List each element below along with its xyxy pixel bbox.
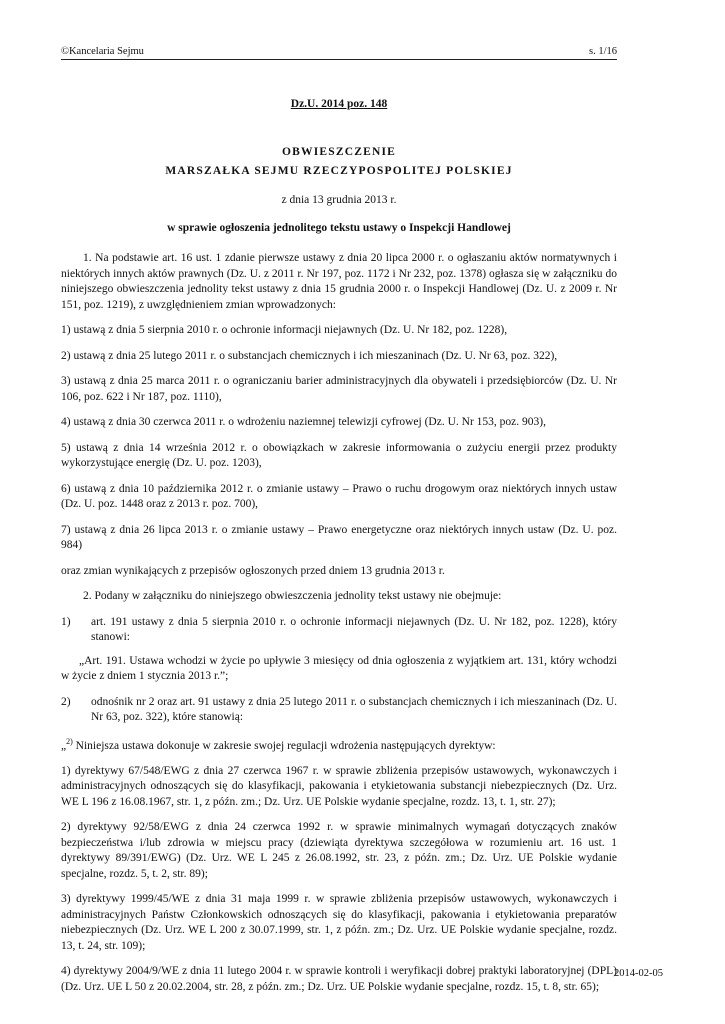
document-subject: w sprawie ogłoszenia jednolitego tekstu ustawy o Inspekcji Handlowej (167, 222, 511, 234)
document-date: z dnia 13 grudnia 2013 r. (281, 194, 397, 206)
amendment-item: 6) ustawą z dnia 10 października 2012 r. o zmianie ustawy – Prawo o ruchu drogowym oraz niektórych innych ustaw (Dz. U. poz. 1448 oraz z 2013 r. poz. 700), (61, 482, 617, 510)
footnote-marker: 2) (66, 736, 73, 746)
header-publisher: ©Kancelaria Sejmu (61, 46, 144, 57)
amendment-item: 2) ustawą z dnia 25 lutego 2011 r. o substancjach chemicznych i ich mieszaninach (Dz. U. Nr 63, poz. 322), (61, 349, 558, 362)
item-number: 2) (61, 695, 71, 708)
directive-item: 1) dyrektywy 67/548/EWG z dnia 27 czerwca 1967 r. w sprawie zbliżenia przepisów ustawowych, wykonawczych i administracyjnych odnoszących się do klasyfikacji, pakowania i etykietowania substancji niebezpiecznych (Dz. Urz. WE L 196 z 16.08.1967, str. 1, z późn. zm.; Dz. Urz. UE Polskie wydanie specjalne, rozdz. 13, t. 1, str. 27); (61, 764, 617, 808)
header-divider (61, 59, 617, 60)
quoted-footnote-text: Niniejsza ustawa dokonuje w zakresie swojej regulacji wdrożenia następujących dyrektyw: (75, 739, 496, 752)
amendment-item: 5) ustawą z dnia 14 września 2012 r. o obowiązkach w zakresie informowania o zużyciu energii przez produkty wykorzystujące energię (Dz. U. poz. 1203), (61, 441, 617, 469)
amendment-item: 7) ustawą z dnia 26 lipca 2013 r. o zmianie ustawy – Prawo energetyczne oraz niektórych innych ustaw (Dz. U. poz. 984) (61, 523, 617, 551)
title-line-2: MARSZAŁKA SEJMU RZECZYPOSPOLITEJ POLSKIEJ (165, 165, 513, 177)
amendment-item: 1) ustawą z dnia 5 sierpnia 2010 r. o ochronie informacji niejawnych (Dz. U. Nr 182, poz. 1228), (61, 324, 508, 336)
document-body (61, 251, 617, 1005)
quoted-footnote (61, 734, 617, 754)
exclusion-item-2 (61, 695, 617, 726)
amendment-item: 3) ustawą z dnia 25 marca 2011 r. o ograniczaniu barier administracyjnych dla obywateli i przedsiębiorców (Dz. U. Nr 106, poz. 622 i Nr 187, poz. 1110), (61, 375, 617, 403)
footer-date: 2014-02-05 (614, 968, 663, 979)
amendment-item: 4) ustawą z dnia 30 czerwca 2011 r. o wdrożeniu naziemnej telewizji cyfrowej (Dz. U. Nr 153, poz. 903), (61, 416, 546, 428)
item-number: 1) (61, 615, 71, 628)
paragraph-2: 2. Podany w załączniku do niniejszego obwieszczenia jednolity tekst ustawy nie obejmuje: (83, 590, 502, 602)
document-reference: Dz.U. 2014 poz. 148 (290, 98, 388, 110)
item-text: odnośnik nr 2 oraz art. 91 ustawy z dnia 25 lutego 2011 r. o substancjach chemicznych i ich mieszaninach (Dz. U. Nr 63, poz. 322), które stanowią: (91, 695, 617, 723)
directive-item: 2) dyrektywy 92/58/EWG z dnia 24 czerwca 1992 r. w sprawie minimalnych wymagań dotyczących znaków bezpieczeństwa i/lub zdrowia w miejscu pracy (dziewiąta dyrektywa szczegółowa w rozumieniu art. 16 ust. 1 dyrektywy 89/391/EWG) (Dz. Urz. WE L 245 z 26.08.1992, str. 23, z późn. zm.; Dz. Urz. UE Polskie wydanie specjalne, rozdz. 5, t. 2, str. 89); (61, 821, 617, 880)
quoted-article: „Art. 191. Ustawa wchodzi w życie po upływie 3 miesięcy od dnia ogłoszenia z wyjątkiem art. 131, który wchodzi w życie z dniem 1 stycznia 2013 r.”; (61, 654, 617, 682)
item-text: art. 191 ustawy z dnia 5 sierpnia 2010 r. o ochronie informacji niejawnych (Dz. U. Nr 182, poz. 1228), który stanowi: (91, 615, 617, 643)
directive-item: 3) dyrektywy 1999/45/WE z dnia 31 maja 1999 r. w sprawie zbliżenia przepisów ustawowych, wykonawczych i administracyjnych Państw Członkowskich odnoszących się do klasyfikacji, pakowania i etykietowania preparatów niebezpiecznych (Dz. Urz. WE L 200 z 30.07.1999, str. 1, z późn. zm.; Dz. Urz. UE Polskie wydanie specjalne, rozdz. 13, t. 24, str. 109); (61, 893, 617, 952)
closing-sentence: oraz zmian wynikających z przepisów ogłoszonych przed dniem 13 grudnia 2013 r. (61, 564, 445, 577)
directive-item: 4) dyrektywy 2004/9/WE z dnia 11 lutego 2004 r. w sprawie kontroli i weryfikacji dobrej praktyki laboratoryjnej (DPL) (Dz. Urz. UE L 50 z 20.02.2004, str. 28, z późn. zm.; Dz. Urz. UE Polskie wydanie specjalne, rozdz. 15, t. 8, str. 65); (61, 965, 617, 993)
quote-open: „ (61, 739, 67, 752)
paragraph-1: 1. Na podstawie art. 16 ust. 1 zdanie pierwsze ustawy z dnia 20 lipca 2000 r. o ogłaszaniu aktów normatywnych i niektórych innych aktów prawnych (Dz. U. z 2011 r. Nr 197, poz. 1172 i Nr 232, poz. 1378) ogłasza się w załączniku do niniejszego obwieszczenia jednolity tekst ustawy z dnia 15 grudnia 2000 r. o Inspekcji Handlowej (Dz. U. z 2009 r. Nr 151, poz. 1219), z uwzględnieniem zmian wprowadzonych: (61, 252, 617, 311)
title-line-1: OBWIESZCZENIE (281, 146, 397, 158)
header-page-number: s. 1/16 (588, 46, 617, 57)
exclusion-item-1 (61, 615, 617, 646)
